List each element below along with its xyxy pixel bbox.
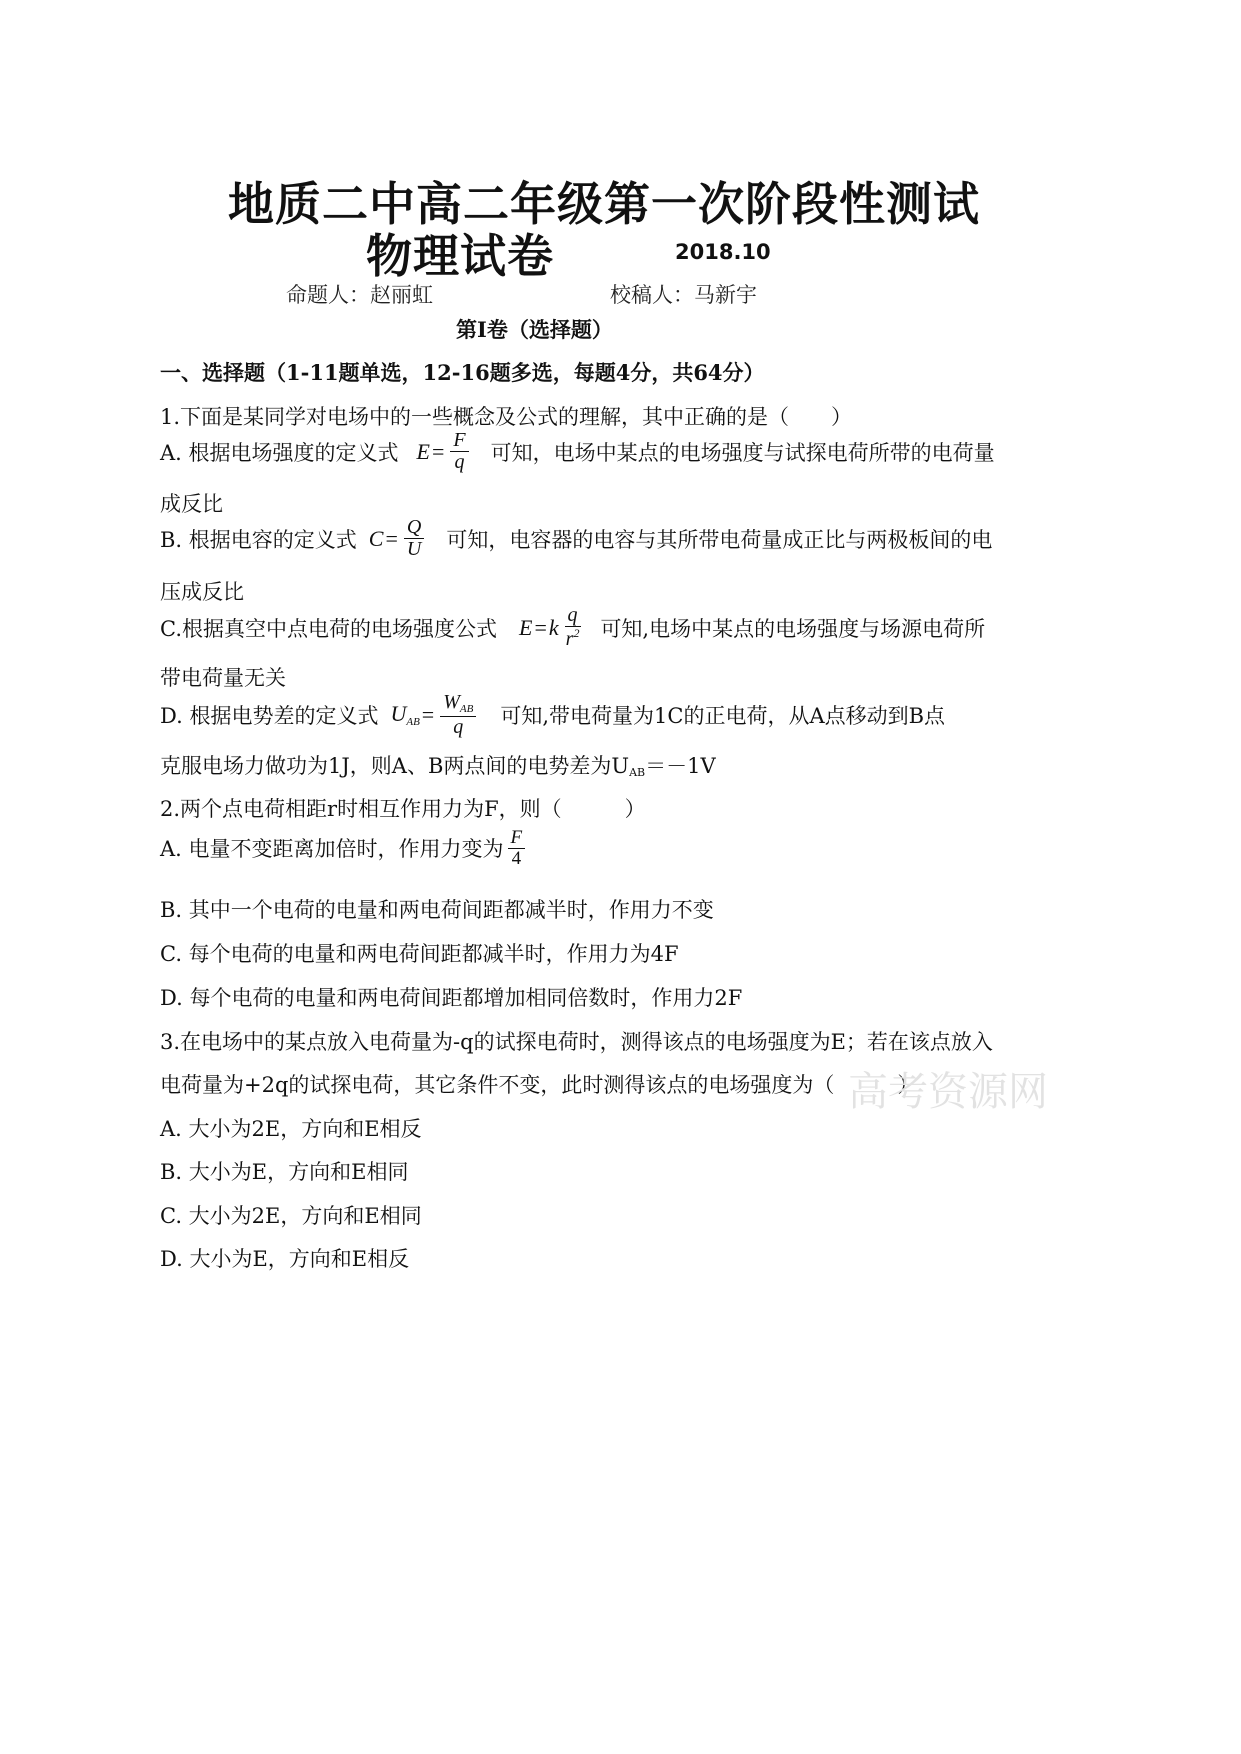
q1-option-c-text: C.根据真空中点电荷的电场强度公式	[160, 616, 497, 641]
q1-option-b-text: B. 根据电容的定义式	[160, 527, 357, 552]
formula-e-f-q	[417, 430, 473, 473]
volume-title: 第Ⅰ卷（选择题）	[456, 317, 613, 342]
watermark: 高考资源网	[848, 1069, 1048, 1115]
formula-uab-wab-q	[390, 692, 480, 738]
q2-option-a-text: A. 电量不变距离加倍时，作用力变为	[160, 837, 504, 862]
formula-e-kq-r2	[519, 605, 586, 650]
fraction-numerator: F	[450, 430, 468, 452]
denominator-base: r	[565, 628, 574, 650]
q2-option-a	[160, 828, 529, 869]
q1-option-d-text: D. 根据电势差的定义式	[160, 703, 379, 728]
q1-option-d-line2-text: 克服电场力做功为1J，则A、B两点间的电势差为U	[160, 754, 630, 778]
formula-eq: =	[534, 614, 547, 640]
q1-option-a	[160, 430, 995, 473]
formula-lhs	[390, 701, 419, 728]
formula-lhs: C	[368, 525, 384, 551]
formula-eq: =	[421, 701, 435, 727]
fraction-numerator	[440, 692, 476, 717]
formula-k: k	[548, 614, 559, 640]
formula-lhs-subscript: AB	[406, 716, 420, 729]
formula-lhs: E	[416, 438, 430, 464]
q3-option-b: B. 大小为E，方向和E相同	[160, 1160, 409, 1184]
fraction-numerator: F	[508, 828, 526, 849]
q1-option-d-line2-text-end: ＝－1V	[645, 754, 716, 778]
formula-eq: =	[385, 525, 398, 551]
q2-option-c: C. 每个电荷的电量和两电荷间距都减半时，作用力为4F	[160, 942, 679, 966]
fraction-numerator: q	[565, 605, 581, 627]
fraction	[440, 692, 476, 738]
page-title: 地质二中高二年级第一次阶段性测试	[228, 177, 980, 231]
q1-option-a-line2: 成反比	[160, 492, 223, 516]
q1-stem: 1.下面是某同学对电场中的一些概念及公式的理解，其中正确的是（ ）	[160, 405, 853, 429]
q1-option-a-text: A. 根据电场强度的定义式	[160, 440, 399, 465]
q1-option-d-text-cont: 可知,带电荷量为1C的正电荷，从A点移动到B点	[500, 703, 946, 728]
q1-option-c-line2: 带电荷量无关	[160, 666, 286, 690]
setter-label: 命题人：赵丽虹	[286, 283, 433, 307]
fraction-denominator: U	[406, 538, 422, 560]
q1-option-c	[160, 605, 985, 650]
fraction-numerator: Q	[404, 517, 424, 539]
denominator-exponent: 2	[573, 626, 580, 640]
numerator-base: W	[443, 691, 460, 713]
fraction-denominator: q	[453, 715, 464, 738]
fraction	[563, 605, 583, 650]
numerator-subscript: AB	[459, 703, 474, 715]
q3-option-a: A. 大小为2E，方向和E相反	[160, 1117, 422, 1141]
q1-option-b	[160, 517, 992, 560]
formula-lhs: E	[519, 614, 533, 640]
q3-stem-line1: 3.在电场中的某点放入电荷量为-q的试探电荷时，测得该点的电场强度为E；若在该点放入	[160, 1030, 993, 1054]
q3-option-c: C. 大小为2E，方向和E相同	[160, 1204, 422, 1228]
fraction-denominator: q	[454, 451, 465, 473]
q2-option-d: D. 每个电荷的电量和两电荷间距都增加相同倍数时，作用力2F	[160, 986, 743, 1010]
fraction	[404, 517, 424, 560]
formula-eq: =	[431, 438, 445, 464]
q1-option-d	[160, 692, 945, 738]
q1-option-a-text-cont: 可知，电场中某点的电场强度与试探电荷所带的电荷量	[490, 440, 995, 465]
q1-option-b-text-cont: 可知，电容器的电容与其所带电荷量成正比与两极板间的电	[446, 527, 993, 552]
q1-option-c-text-cont: 可知,电场中某点的电场强度与场源电荷所	[600, 616, 986, 641]
fraction-f-4	[508, 828, 526, 869]
q1-option-b-line2: 压成反比	[160, 580, 244, 604]
checker-label: 校稿人：马新宇	[610, 283, 757, 307]
q3-stem-line2: 电荷量为+2q的试探电荷，其它条件不变，此时测得该点的电场强度为（ ）	[160, 1073, 919, 1097]
fraction-denominator: 4	[511, 847, 522, 869]
q1-option-d-subscript: AB	[629, 766, 646, 779]
formula-c-q-u	[369, 517, 429, 560]
q2-stem: 2.两个点电荷相距r时相互作用力为F，则（ ）	[160, 797, 646, 821]
q3-option-d: D. 大小为E，方向和E相反	[160, 1247, 410, 1271]
exam-date: 2018.10	[675, 240, 771, 264]
fraction-denominator	[563, 627, 583, 650]
section-title: 一、选择题（1-11题单选，12-16题多选，每题4分，共64分）	[160, 360, 765, 385]
formula-lhs-base: U	[390, 701, 407, 727]
page-subtitle: 物理试卷	[366, 229, 554, 283]
q1-option-d-line2	[160, 750, 716, 780]
fraction	[450, 430, 468, 473]
q2-option-b: B. 其中一个电荷的电量和两电荷间距都减半时，作用力不变	[160, 898, 714, 922]
